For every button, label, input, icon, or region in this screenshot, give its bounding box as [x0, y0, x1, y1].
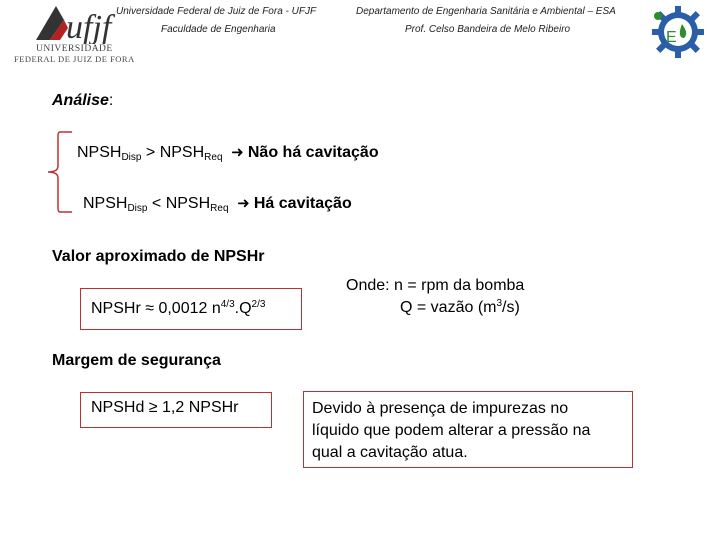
header-university: Universidade Federal de Juiz de Fora - UFJF: [116, 6, 317, 17]
ufjf-logo: [14, 2, 135, 64]
note-line1: Devido à presença de impurezas no: [312, 400, 569, 417]
valor-title: Valor aproximado de NPSHr: [52, 248, 265, 265]
case2-rhs-sub: Req: [210, 203, 229, 214]
onde-line1: Onde: n = rpm da bomba: [346, 277, 525, 294]
logo-university-line2: FEDERAL DE JUIZ DE FORA: [14, 54, 135, 64]
formula-exp2: 2/3: [251, 299, 266, 310]
note-line2: líquido que podem alterar a pressão na: [312, 422, 591, 439]
case1-op: > NPSH: [141, 144, 205, 161]
formula-box: [80, 288, 302, 330]
esa-gear-logo: [648, 4, 704, 60]
case-no-cavitation: [77, 143, 379, 163]
onde-line2-pre: Q = vazão (m: [400, 299, 497, 316]
impurities-note-box: [303, 391, 633, 468]
note-line3: qual a cavitação atua.: [312, 444, 468, 461]
margem-title: Margem de segurança: [52, 352, 221, 369]
analise-title-colon: :: [108, 92, 114, 109]
bracket-brace: [44, 130, 74, 214]
analise-title: [52, 92, 113, 110]
case1-lhs: NPSH: [77, 144, 122, 161]
logo-text: ufjf: [66, 9, 112, 44]
onde-line2-post: /s): [502, 299, 520, 316]
case2-op: < NPSH: [147, 195, 211, 212]
formula-npshr: [91, 299, 265, 318]
logo-university-line1: UNIVERSIDADE: [36, 44, 113, 54]
case1-lhs-sub: Disp: [121, 152, 142, 163]
analise-title-text: Análise: [52, 92, 109, 109]
header-professor: Prof. Celso Bandeira de Melo Ribeiro: [405, 24, 571, 35]
case2-lhs-sub: Disp: [127, 203, 148, 214]
formula-base: NPSHr ≈ 0,0012 n: [91, 300, 221, 317]
arrow-right-icon: ➜: [226, 144, 248, 161]
case1-rhs-sub: Req: [204, 152, 223, 163]
npshd-text: NPSHd ≥ 1,2 NPSHr: [91, 399, 239, 416]
onde-line2: [400, 298, 520, 317]
header-department: Departamento de Engenharia Sanitária e Ambiental – ESA: [356, 6, 616, 17]
npshd-box: [80, 392, 272, 428]
svg-text:E: E: [666, 29, 677, 46]
header-faculty: Faculdade de Engenharia: [161, 24, 276, 35]
arrow-right-icon: ➜: [232, 195, 254, 212]
ufjf-logo-mark: [14, 2, 124, 44]
case1-result: Não há cavitação: [247, 144, 379, 161]
case2-result: Há cavitação: [253, 195, 352, 212]
case2-lhs: NPSH: [83, 195, 128, 212]
onde-line2-sup: 3: [496, 298, 503, 309]
formula-mid: .Q: [234, 300, 252, 317]
formula-exp1: 4/3: [220, 299, 235, 310]
case-cavitation: [83, 194, 352, 214]
